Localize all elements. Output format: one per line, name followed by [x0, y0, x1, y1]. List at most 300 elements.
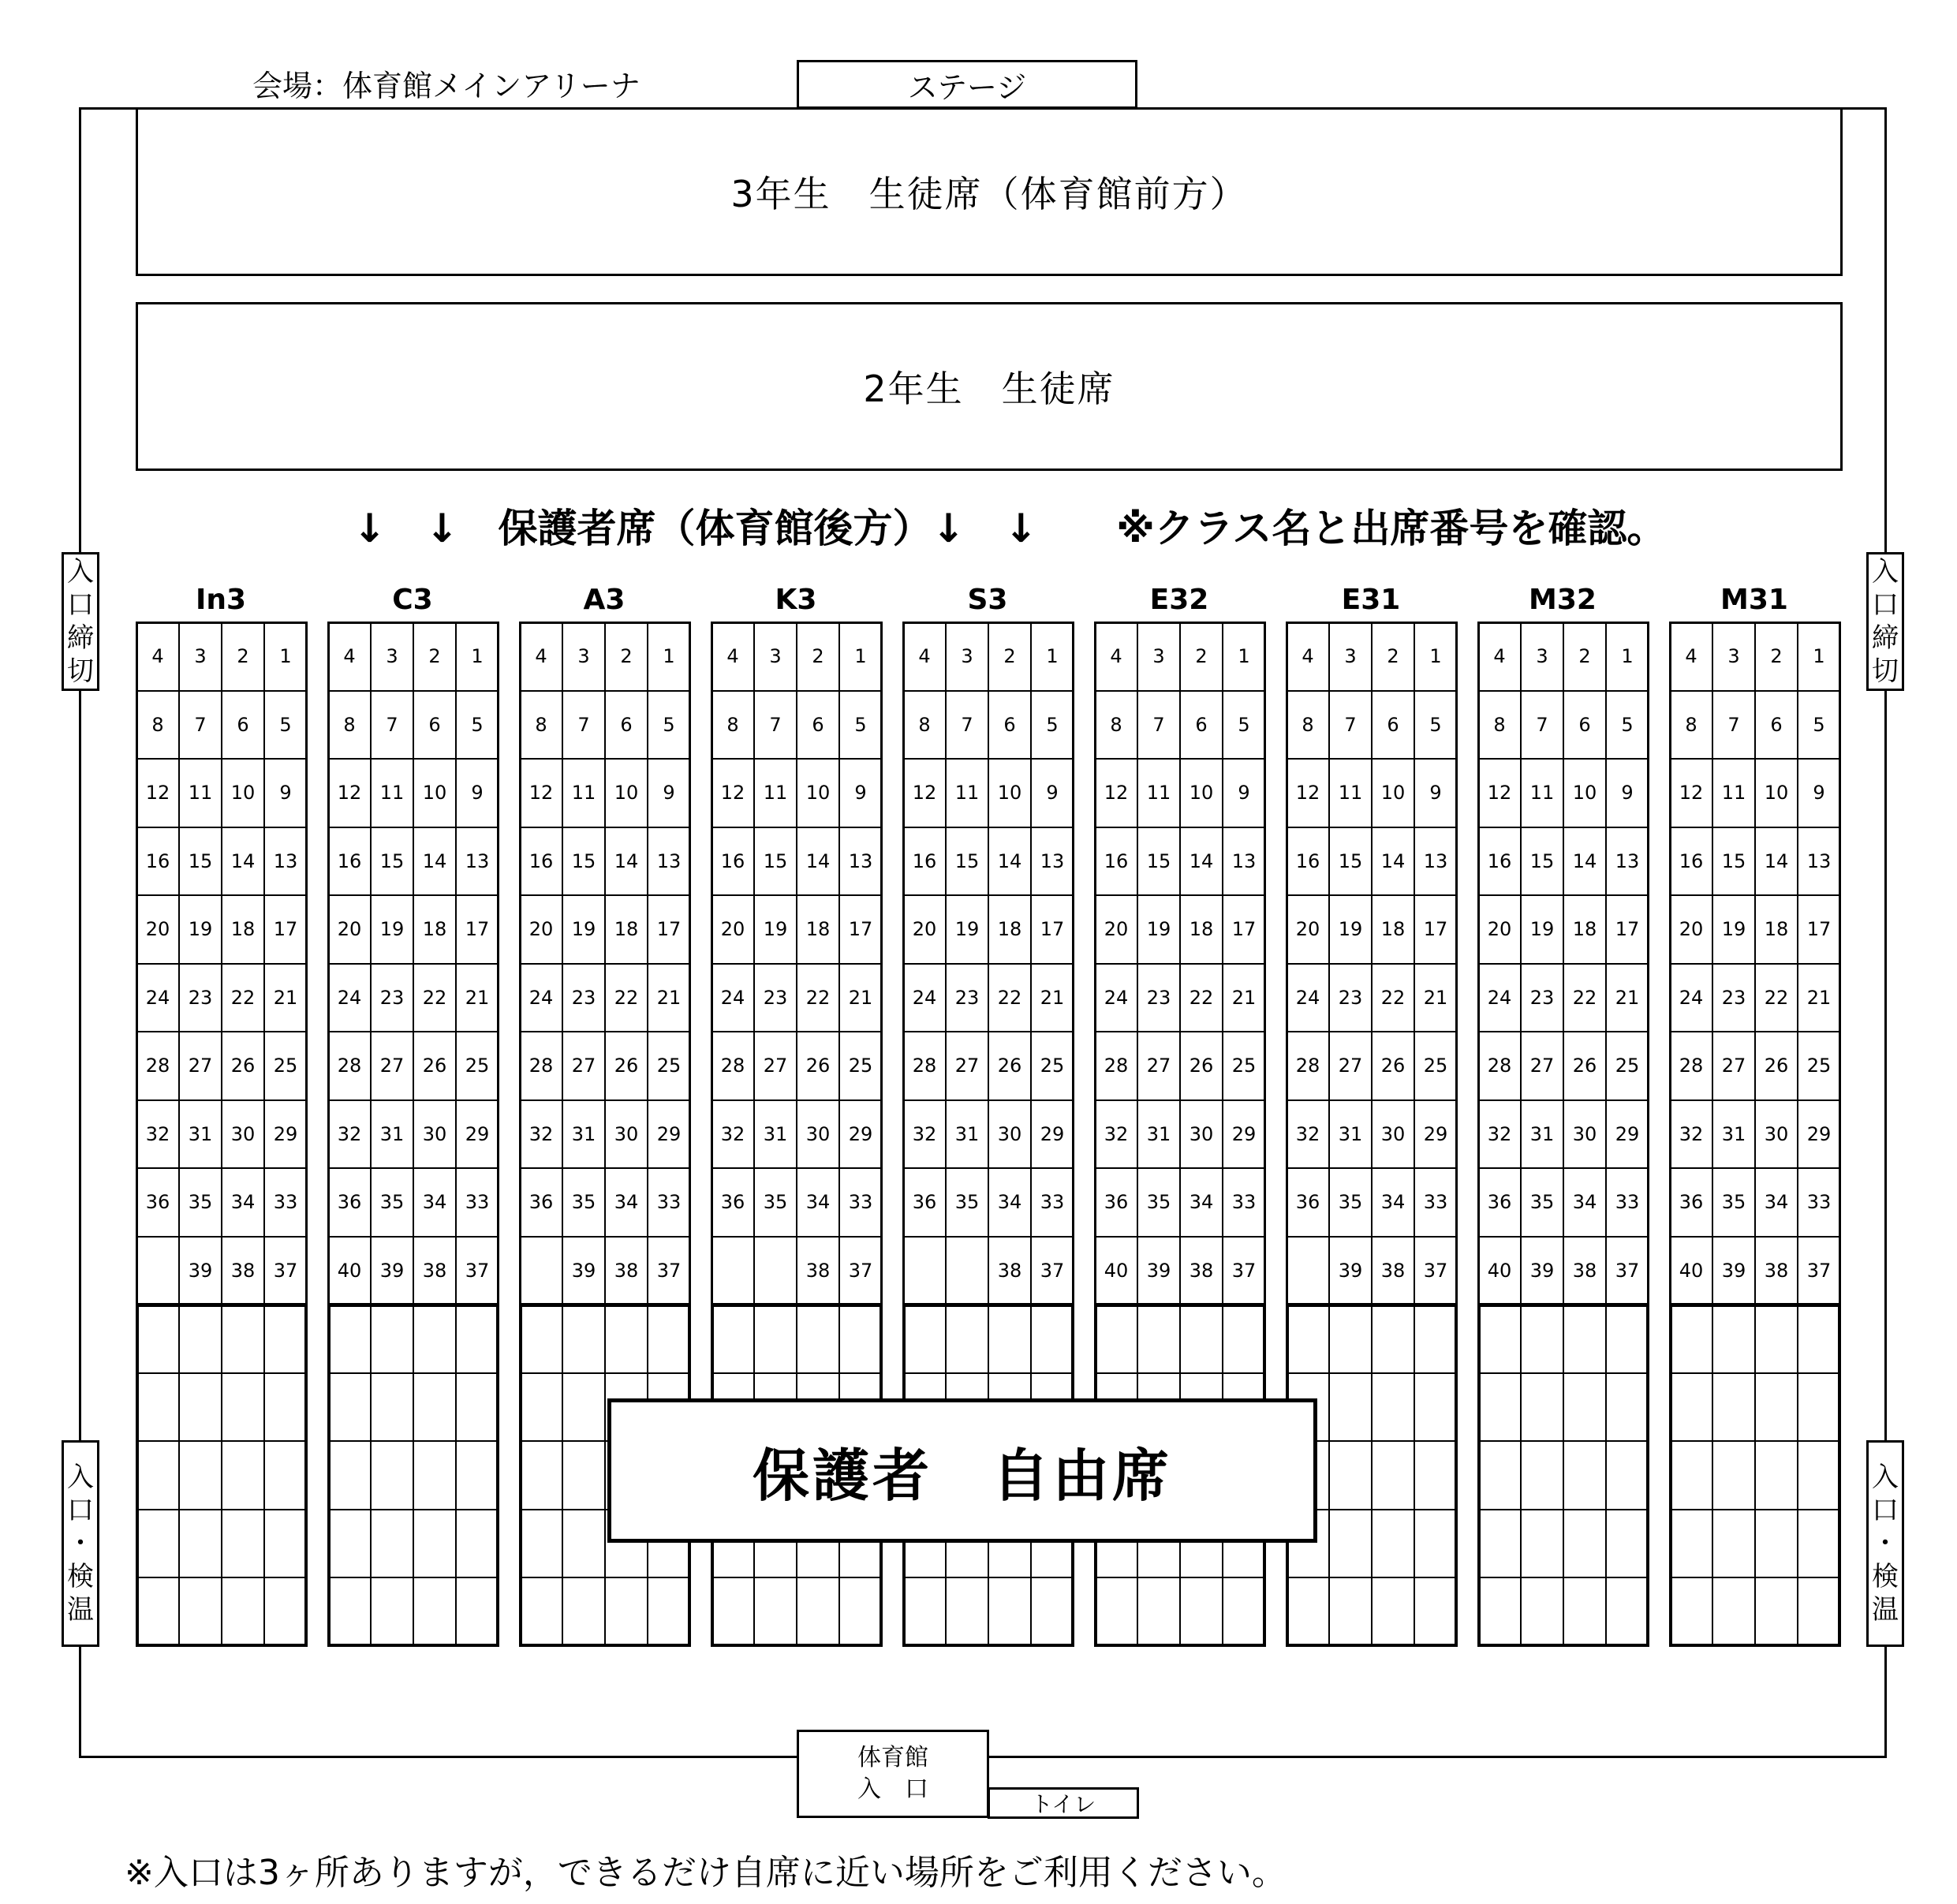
- seat-cell: 11: [1712, 758, 1756, 828]
- seat-cell: 38: [1754, 1236, 1798, 1306]
- seat-cell: 7: [1520, 690, 1564, 760]
- seat-cell: 24: [1477, 963, 1522, 1033]
- seat-cell: 8: [1094, 690, 1138, 760]
- seat-cell: 13: [1605, 827, 1649, 897]
- free-seat-cell: [1222, 1304, 1266, 1374]
- free-seat-cell: [1328, 1440, 1373, 1510]
- seat-cell: 32: [1669, 1099, 1713, 1170]
- seat-cell: 14: [796, 827, 840, 897]
- seat-cell: 25: [1030, 1031, 1074, 1101]
- free-seat-cell: [327, 1372, 372, 1443]
- seat-cell: 29: [1414, 1099, 1458, 1170]
- seat-cell: 23: [1712, 963, 1756, 1033]
- seat-cell: 1: [263, 622, 308, 692]
- seat-cell: 28: [1286, 1031, 1330, 1101]
- seat-cell: 10: [413, 758, 457, 828]
- free-seat-cell: [562, 1440, 606, 1510]
- seat-cell: 15: [1137, 827, 1181, 897]
- seat-cell: 6: [988, 690, 1032, 760]
- seat-cell: 32: [1094, 1099, 1138, 1170]
- seat-cell: 18: [413, 894, 457, 965]
- seat-cell: 7: [370, 690, 414, 760]
- seat-cell: 33: [1222, 1167, 1266, 1238]
- seat-cell: 3: [1520, 622, 1564, 692]
- free-seat-cell: [945, 1304, 989, 1374]
- free-seat-cell: [562, 1372, 606, 1443]
- seat-cell: 20: [902, 894, 947, 965]
- free-seat-cell: [1669, 1440, 1713, 1510]
- seat-cell: 36: [711, 1167, 755, 1238]
- free-seat-cell: [562, 1304, 606, 1374]
- seat-cell: 32: [1477, 1099, 1522, 1170]
- seat-cell: 23: [945, 963, 989, 1033]
- free-seat-cell: [519, 1509, 563, 1579]
- seat-cell: 26: [1371, 1031, 1415, 1101]
- seat-cell: 39: [1712, 1236, 1756, 1306]
- free-seat-cell: [455, 1509, 499, 1579]
- seat-cell: 4: [327, 622, 372, 692]
- free-seat-cell: [988, 1577, 1032, 1647]
- seat-cell: 27: [1712, 1031, 1756, 1101]
- free-seat-cell: [1371, 1509, 1415, 1579]
- seat-cell: 25: [647, 1031, 691, 1101]
- seat-cell: 8: [136, 690, 180, 760]
- free-seat-cell: [1030, 1577, 1074, 1647]
- seat-cell: 31: [178, 1099, 222, 1170]
- seat-cell: [519, 1236, 563, 1306]
- free-seat-cell: [562, 1509, 606, 1579]
- seat-cell: 32: [327, 1099, 372, 1170]
- free-seat-cell: [1797, 1440, 1841, 1510]
- footnote: ※入口は3ヶ所ありますが，できるだけ自席に近い場所をご利用ください。: [125, 1853, 1287, 1893]
- free-seat-cell: [1520, 1440, 1564, 1510]
- free-seat-cell: [1222, 1577, 1266, 1647]
- free-seat-cell: [413, 1304, 457, 1374]
- seat-cell: 11: [370, 758, 414, 828]
- seat-cell: 20: [711, 894, 755, 965]
- seat-cell: 16: [711, 827, 755, 897]
- seat-cell: 23: [1520, 963, 1564, 1033]
- seat-cell: 17: [1222, 894, 1266, 965]
- seat-cell: 17: [647, 894, 691, 965]
- seat-cell: 9: [1030, 758, 1074, 828]
- seat-cell: 31: [1328, 1099, 1373, 1170]
- seat-cell: 35: [1712, 1167, 1756, 1238]
- seat-cell: 29: [455, 1099, 499, 1170]
- free-seat-cell: [1605, 1440, 1649, 1510]
- free-seat-cell: [1605, 1577, 1649, 1647]
- seat-cell: 6: [413, 690, 457, 760]
- seat-cell: 11: [1137, 758, 1181, 828]
- seat-cell: 21: [263, 963, 308, 1033]
- seat-cell: 25: [455, 1031, 499, 1101]
- seat-cell: 31: [753, 1099, 797, 1170]
- seat-cell: 23: [753, 963, 797, 1033]
- free-seat-cell: [1137, 1577, 1181, 1647]
- seat-cell: 4: [902, 622, 947, 692]
- free-seat-cell: [413, 1577, 457, 1647]
- free-seat-cell: [455, 1440, 499, 1510]
- seat-cell: 35: [1137, 1167, 1181, 1238]
- free-seat-cell: [753, 1304, 797, 1374]
- free-seat-cell: [327, 1440, 372, 1510]
- free-seat-cell: [711, 1304, 755, 1374]
- free-seat-cell: [178, 1372, 222, 1443]
- seat-cell: 5: [1030, 690, 1074, 760]
- seat-cell: 37: [647, 1236, 691, 1306]
- free-seat-cell: [370, 1440, 414, 1510]
- free-seat-cell: [1797, 1372, 1841, 1443]
- seat-cell: 9: [455, 758, 499, 828]
- seat-cell: 34: [1754, 1167, 1798, 1238]
- free-seat-cell: [221, 1509, 265, 1579]
- seat-cell: 34: [413, 1167, 457, 1238]
- venue-label: 会場：体育館メインアリーナ: [252, 69, 641, 103]
- seat-cell: 25: [838, 1031, 883, 1101]
- free-seat-cell: [178, 1577, 222, 1647]
- free-seat-cell: [221, 1304, 265, 1374]
- free-seat-cell: [455, 1304, 499, 1374]
- seat-cell: 32: [1286, 1099, 1330, 1170]
- seat-cell: 12: [902, 758, 947, 828]
- seat-cell: 10: [604, 758, 648, 828]
- seat-cell: 28: [711, 1031, 755, 1101]
- class-label: C3: [392, 583, 433, 616]
- seat-cell: 17: [838, 894, 883, 965]
- seat-cell: 27: [753, 1031, 797, 1101]
- seat-cell: 19: [1520, 894, 1564, 965]
- seat-cell: 11: [1328, 758, 1373, 828]
- seat-cell: 2: [604, 622, 648, 692]
- seat-cell: 19: [1328, 894, 1373, 965]
- free-seat-cell: [1371, 1304, 1415, 1374]
- seat-cell: 10: [1754, 758, 1798, 828]
- gym-entrance: 体育館 入 口: [797, 1730, 989, 1818]
- free-seat-cell: [1414, 1304, 1458, 1374]
- seat-cell: 13: [1222, 827, 1266, 897]
- seat-cell: 35: [945, 1167, 989, 1238]
- seat-cell: 17: [1797, 894, 1841, 965]
- seat-cell: 34: [1179, 1167, 1223, 1238]
- seat-cell: 4: [136, 622, 180, 692]
- free-seat-cell: [263, 1372, 308, 1443]
- seat-cell: 13: [263, 827, 308, 897]
- free-seat-cell: [1712, 1372, 1756, 1443]
- seat-cell: 1: [1797, 622, 1841, 692]
- seat-cell: 23: [1137, 963, 1181, 1033]
- seat-cell: 33: [647, 1167, 691, 1238]
- seat-cell: 18: [1754, 894, 1798, 965]
- seat-cell: 14: [988, 827, 1032, 897]
- free-seat-cell: [413, 1440, 457, 1510]
- seat-cell: 34: [796, 1167, 840, 1238]
- free-seat-cell: [370, 1372, 414, 1443]
- free-seat-cell: [945, 1577, 989, 1647]
- seat-cell: 16: [327, 827, 372, 897]
- seat-cell: 12: [519, 758, 563, 828]
- free-seat-cell: [1712, 1577, 1756, 1647]
- seat-cell: 9: [1605, 758, 1649, 828]
- seat-cell: 38: [221, 1236, 265, 1306]
- seat-cell: 26: [1563, 1031, 1607, 1101]
- free-seat-cell: [263, 1577, 308, 1647]
- seat-cell: 24: [327, 963, 372, 1033]
- seat-cell: 27: [178, 1031, 222, 1101]
- seat-cell: 23: [562, 963, 606, 1033]
- free-seat-cell: [647, 1304, 691, 1374]
- seat-cell: 23: [1328, 963, 1373, 1033]
- free-seat-cell: [1563, 1440, 1607, 1510]
- seat-cell: 11: [945, 758, 989, 828]
- seat-cell: 19: [1712, 894, 1756, 965]
- seat-cell: 4: [1094, 622, 1138, 692]
- free-seat-cell: [1669, 1509, 1713, 1579]
- seat-cell: 15: [1712, 827, 1756, 897]
- seat-cell: 8: [711, 690, 755, 760]
- seat-cell: 38: [988, 1236, 1032, 1306]
- seat-cell: 29: [647, 1099, 691, 1170]
- class-label: E31: [1341, 583, 1401, 616]
- seat-cell: 6: [1754, 690, 1798, 760]
- seat-cell: 17: [1605, 894, 1649, 965]
- seat-cell: 17: [1030, 894, 1074, 965]
- class-label: M32: [1529, 583, 1597, 616]
- seat-cell: 22: [413, 963, 457, 1033]
- class-label: K3: [775, 583, 817, 616]
- seat-cell: 25: [1797, 1031, 1841, 1101]
- seat-cell: 12: [1477, 758, 1522, 828]
- seat-cell: 5: [1414, 690, 1458, 760]
- seat-cell: 36: [1286, 1167, 1330, 1238]
- seat-cell: 26: [796, 1031, 840, 1101]
- free-seat-cell: [1520, 1509, 1564, 1579]
- seat-cell: 19: [178, 894, 222, 965]
- seat-cell: 6: [1179, 690, 1223, 760]
- seat-cell: 24: [1286, 963, 1330, 1033]
- entrance-temperature-check-left: 入 口 ・ 検 温: [62, 1440, 99, 1647]
- free-seat-cell: [413, 1509, 457, 1579]
- seat-cell: 28: [519, 1031, 563, 1101]
- seat-cell: 19: [753, 894, 797, 965]
- seat-cell: 2: [1371, 622, 1415, 692]
- seat-cell: 27: [370, 1031, 414, 1101]
- seat-cell: 36: [519, 1167, 563, 1238]
- free-seat-cell: [647, 1577, 691, 1647]
- seat-cell: 8: [519, 690, 563, 760]
- seat-cell: 7: [178, 690, 222, 760]
- seat-cell: 37: [838, 1236, 883, 1306]
- seat-cell: 34: [988, 1167, 1032, 1238]
- guardian-seating-heading: ↓ ↓ 保護者席（体育館後方）↓ ↓ ※クラス名と出席番号を確認。: [353, 506, 1667, 551]
- seat-cell: 24: [1094, 963, 1138, 1033]
- seat-cell: 4: [1286, 622, 1330, 692]
- seat-cell: 37: [1605, 1236, 1649, 1306]
- seat-cell: 28: [1094, 1031, 1138, 1101]
- seat-cell: 22: [796, 963, 840, 1033]
- seat-cell: 2: [413, 622, 457, 692]
- third-year-seating: 3年生 生徒席（体育館前方）: [136, 107, 1843, 276]
- free-seat-cell: [1754, 1577, 1798, 1647]
- seat-cell: 16: [1669, 827, 1713, 897]
- seat-cell: 6: [796, 690, 840, 760]
- class-label: E32: [1149, 583, 1209, 616]
- seat-cell: 12: [1669, 758, 1713, 828]
- seat-cell: 10: [796, 758, 840, 828]
- seat-cell: 13: [1414, 827, 1458, 897]
- seat-cell: 1: [455, 622, 499, 692]
- seat-cell: 14: [1563, 827, 1607, 897]
- seat-cell: [945, 1236, 989, 1306]
- seat-cell: 18: [221, 894, 265, 965]
- seat-cell: 8: [902, 690, 947, 760]
- seat-cell: 18: [1563, 894, 1607, 965]
- seat-cell: 4: [711, 622, 755, 692]
- seat-cell: 18: [988, 894, 1032, 965]
- seat-cell: 6: [1371, 690, 1415, 760]
- seat-cell: 8: [1286, 690, 1330, 760]
- seat-cell: [1286, 1236, 1330, 1306]
- seat-cell: 21: [1222, 963, 1266, 1033]
- free-seat-cell: [1712, 1509, 1756, 1579]
- free-seat-cell: [1414, 1440, 1458, 1510]
- seat-cell: 29: [1030, 1099, 1074, 1170]
- seat-cell: 9: [647, 758, 691, 828]
- seat-cell: 32: [902, 1099, 947, 1170]
- seat-cell: 20: [136, 894, 180, 965]
- seat-cell: 3: [1712, 622, 1756, 692]
- seat-cell: 1: [647, 622, 691, 692]
- seat-cell: 16: [1094, 827, 1138, 897]
- seat-cell: 20: [327, 894, 372, 965]
- seat-cell: 5: [455, 690, 499, 760]
- seat-cell: 13: [647, 827, 691, 897]
- seat-cell: 5: [647, 690, 691, 760]
- seat-cell: 13: [1797, 827, 1841, 897]
- free-seat-cell: [1605, 1509, 1649, 1579]
- free-seat-cell: [221, 1372, 265, 1443]
- seat-cell: 15: [178, 827, 222, 897]
- seat-cell: 9: [1222, 758, 1266, 828]
- seat-cell: 28: [902, 1031, 947, 1101]
- seat-cell: 36: [1477, 1167, 1522, 1238]
- free-seat-cell: [1797, 1509, 1841, 1579]
- seat-cell: 37: [1222, 1236, 1266, 1306]
- free-seat-cell: [838, 1577, 883, 1647]
- free-seat-cell: [796, 1577, 840, 1647]
- seat-cell: 40: [1477, 1236, 1522, 1306]
- seat-cell: 3: [562, 622, 606, 692]
- free-seat-cell: [1563, 1577, 1607, 1647]
- free-seat-cell: [1605, 1304, 1649, 1374]
- free-seat-cell: [1414, 1372, 1458, 1443]
- seat-cell: 20: [1669, 894, 1713, 965]
- free-seat-cell: [1605, 1372, 1649, 1443]
- seat-cell: 12: [1286, 758, 1330, 828]
- seat-cell: 12: [1094, 758, 1138, 828]
- free-seat-cell: [178, 1440, 222, 1510]
- free-seat-cell: [1797, 1577, 1841, 1647]
- seat-cell: 7: [1328, 690, 1373, 760]
- class-label: M31: [1720, 583, 1788, 616]
- seat-cell: 8: [1669, 690, 1713, 760]
- free-seat-cell: [136, 1372, 180, 1443]
- seat-cell: 24: [711, 963, 755, 1033]
- seat-cell: 30: [1179, 1099, 1223, 1170]
- entrance-closed-left: 入 口 締 切: [62, 552, 99, 691]
- seat-cell: 31: [562, 1099, 606, 1170]
- seat-cell: 9: [838, 758, 883, 828]
- seat-cell: 3: [753, 622, 797, 692]
- seat-cell: 6: [604, 690, 648, 760]
- seat-cell: 36: [1669, 1167, 1713, 1238]
- seat-cell: 37: [1414, 1236, 1458, 1306]
- seat-cell: 27: [945, 1031, 989, 1101]
- seat-cell: 4: [1669, 622, 1713, 692]
- seat-cell: 19: [370, 894, 414, 965]
- free-seat-cell: [1030, 1304, 1074, 1374]
- seat-cell: 39: [370, 1236, 414, 1306]
- free-seat-cell: [1669, 1304, 1713, 1374]
- seat-cell: 33: [1030, 1167, 1074, 1238]
- free-seat-cell: [1669, 1372, 1713, 1443]
- seat-cell: 33: [1414, 1167, 1458, 1238]
- seat-cell: 25: [1414, 1031, 1458, 1101]
- free-seat-cell: [136, 1440, 180, 1510]
- seat-cell: 4: [1477, 622, 1522, 692]
- free-seat-cell: [711, 1577, 755, 1647]
- second-year-seating: 2年生 生徒席: [136, 302, 1843, 471]
- seat-cell: 19: [562, 894, 606, 965]
- seat-cell: 28: [136, 1031, 180, 1101]
- free-seat-cell: [562, 1577, 606, 1647]
- free-seat-cell: [796, 1304, 840, 1374]
- seat-cell: 19: [945, 894, 989, 965]
- free-seat-cell: [370, 1304, 414, 1374]
- seat-cell: 5: [838, 690, 883, 760]
- seat-cell: 14: [1371, 827, 1415, 897]
- seat-cell: 17: [1414, 894, 1458, 965]
- seat-cell: 26: [988, 1031, 1032, 1101]
- seat-cell: 6: [1563, 690, 1607, 760]
- seat-cell: 32: [711, 1099, 755, 1170]
- seat-cell: 26: [1754, 1031, 1798, 1101]
- free-seat-cell: [1477, 1304, 1522, 1374]
- free-seat-cell: [1414, 1509, 1458, 1579]
- free-seat-cell: [263, 1304, 308, 1374]
- free-seat-cell: [136, 1577, 180, 1647]
- seat-cell: 12: [327, 758, 372, 828]
- seat-cell: 31: [1712, 1099, 1756, 1170]
- seat-cell: 30: [1371, 1099, 1415, 1170]
- seat-cell: 7: [945, 690, 989, 760]
- seat-cell: 34: [1371, 1167, 1415, 1238]
- seat-cell: 13: [838, 827, 883, 897]
- seat-cell: 33: [1797, 1167, 1841, 1238]
- free-seat-cell: [1328, 1304, 1373, 1374]
- free-seat-cell: [327, 1577, 372, 1647]
- seat-cell: 37: [1030, 1236, 1074, 1306]
- free-seat-cell: [1477, 1440, 1522, 1510]
- seat-cell: 30: [1754, 1099, 1798, 1170]
- seat-cell: 21: [455, 963, 499, 1033]
- free-seat-cell: [1712, 1440, 1756, 1510]
- seat-cell: 11: [562, 758, 606, 828]
- seat-cell: 26: [604, 1031, 648, 1101]
- seat-cell: 26: [221, 1031, 265, 1101]
- seat-cell: 29: [1222, 1099, 1266, 1170]
- seat-cell: 30: [988, 1099, 1032, 1170]
- free-seat-cell: [519, 1440, 563, 1510]
